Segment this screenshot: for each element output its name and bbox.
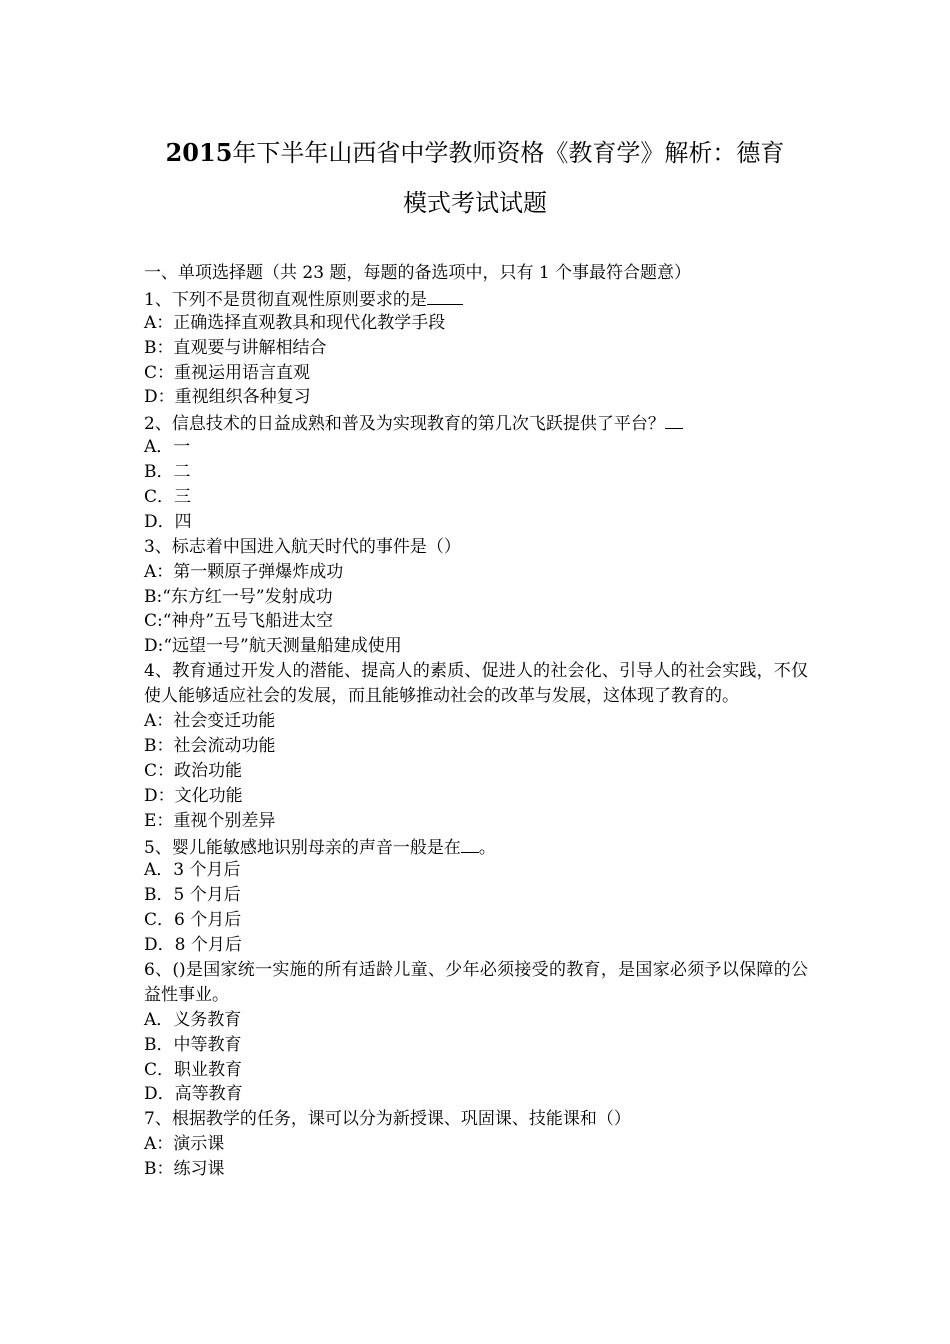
- answer-option: A．一: [144, 437, 191, 458]
- answer-option: C:“神舟”五号飞船进太空: [144, 611, 334, 632]
- document-title-line-1: [0, 138, 950, 168]
- title-text: 年下半年山西省中学教师资格《教育学》解析：德育: [232, 139, 785, 167]
- answer-option: B．中等教育: [144, 1034, 242, 1055]
- answer-option: B．5 个月后: [144, 885, 241, 906]
- title-year: 2015: [165, 138, 233, 167]
- answer-option: C：政治功能: [144, 760, 243, 781]
- answer-option: B：练习课: [144, 1159, 225, 1180]
- question-stem: 1、下列不是贯彻直观性原则要求的是: [144, 286, 808, 311]
- answer-option: B：社会流动功能: [144, 735, 276, 756]
- answer-option: D：重视组织各种复习: [144, 387, 311, 408]
- question-stem: 2、信息技术的日益成熟和普及为实现教育的第几次飞跃提供了平台？: [144, 410, 808, 435]
- answer-option: B:“东方红一号”发射成功: [144, 586, 333, 607]
- document-title-line-2: 模式考试试题: [403, 189, 547, 217]
- answer-option: A：演示课: [144, 1134, 225, 1155]
- answer-option: B．二: [144, 462, 191, 483]
- answer-blank: [665, 410, 683, 429]
- question-stem: 6、()是国家统一实施的所有适龄儿童、少年必须接受的教育，是国家必须予以保障的公益性事业。: [144, 959, 808, 1005]
- answer-option: C：重视运用语言直观: [144, 362, 311, 383]
- question-stem: 4、教育通过开发人的潜能、提高人的素质、促进人的社会化、引导人的社会实践，不仅使人能够适应社会的发展，而且能够推动社会的改革与发展，这体现了教育的。: [144, 661, 808, 707]
- answer-option: C．职业教育: [144, 1059, 243, 1080]
- answer-blank: [427, 286, 463, 305]
- answer-option: D．高等教育: [144, 1084, 243, 1105]
- answer-option: D:“远望一号”航天测量船建成使用: [144, 636, 402, 657]
- answer-option: D：文化功能: [144, 785, 243, 806]
- answer-option: C．6 个月后: [144, 910, 242, 931]
- section-header: 一、单项选择题（共 23 题，每题的备选项中，只有 1 个事最符合题意）: [144, 263, 692, 283]
- question-stem: 7、根据教学的任务，课可以分为新授课、巩固课、技能课和（）: [144, 1109, 631, 1130]
- answer-option: A．义务教育: [144, 1009, 242, 1030]
- answer-option: D．四: [144, 511, 192, 532]
- question-stem: 3、标志着中国进入航天时代的事件是（）: [144, 536, 461, 557]
- question-stem: 5、婴儿能敏感地识别母亲的声音一般是在 。: [144, 834, 808, 859]
- answer-option: A：第一颗原子弹爆炸成功: [144, 561, 344, 582]
- document-body: [144, 261, 808, 1182]
- answer-option: B：直观要与讲解相结合: [144, 337, 327, 358]
- answer-option: A：社会变迁功能: [144, 711, 276, 732]
- answer-option: C．三: [144, 487, 192, 508]
- answer-option: E：重视个别差异: [144, 810, 276, 831]
- answer-option: A：正确选择直观教具和现代化教学手段: [144, 312, 446, 333]
- answer-option: D．8 个月后: [144, 935, 242, 956]
- answer-blank: [461, 834, 479, 853]
- answer-option: A．3 个月后: [144, 860, 241, 881]
